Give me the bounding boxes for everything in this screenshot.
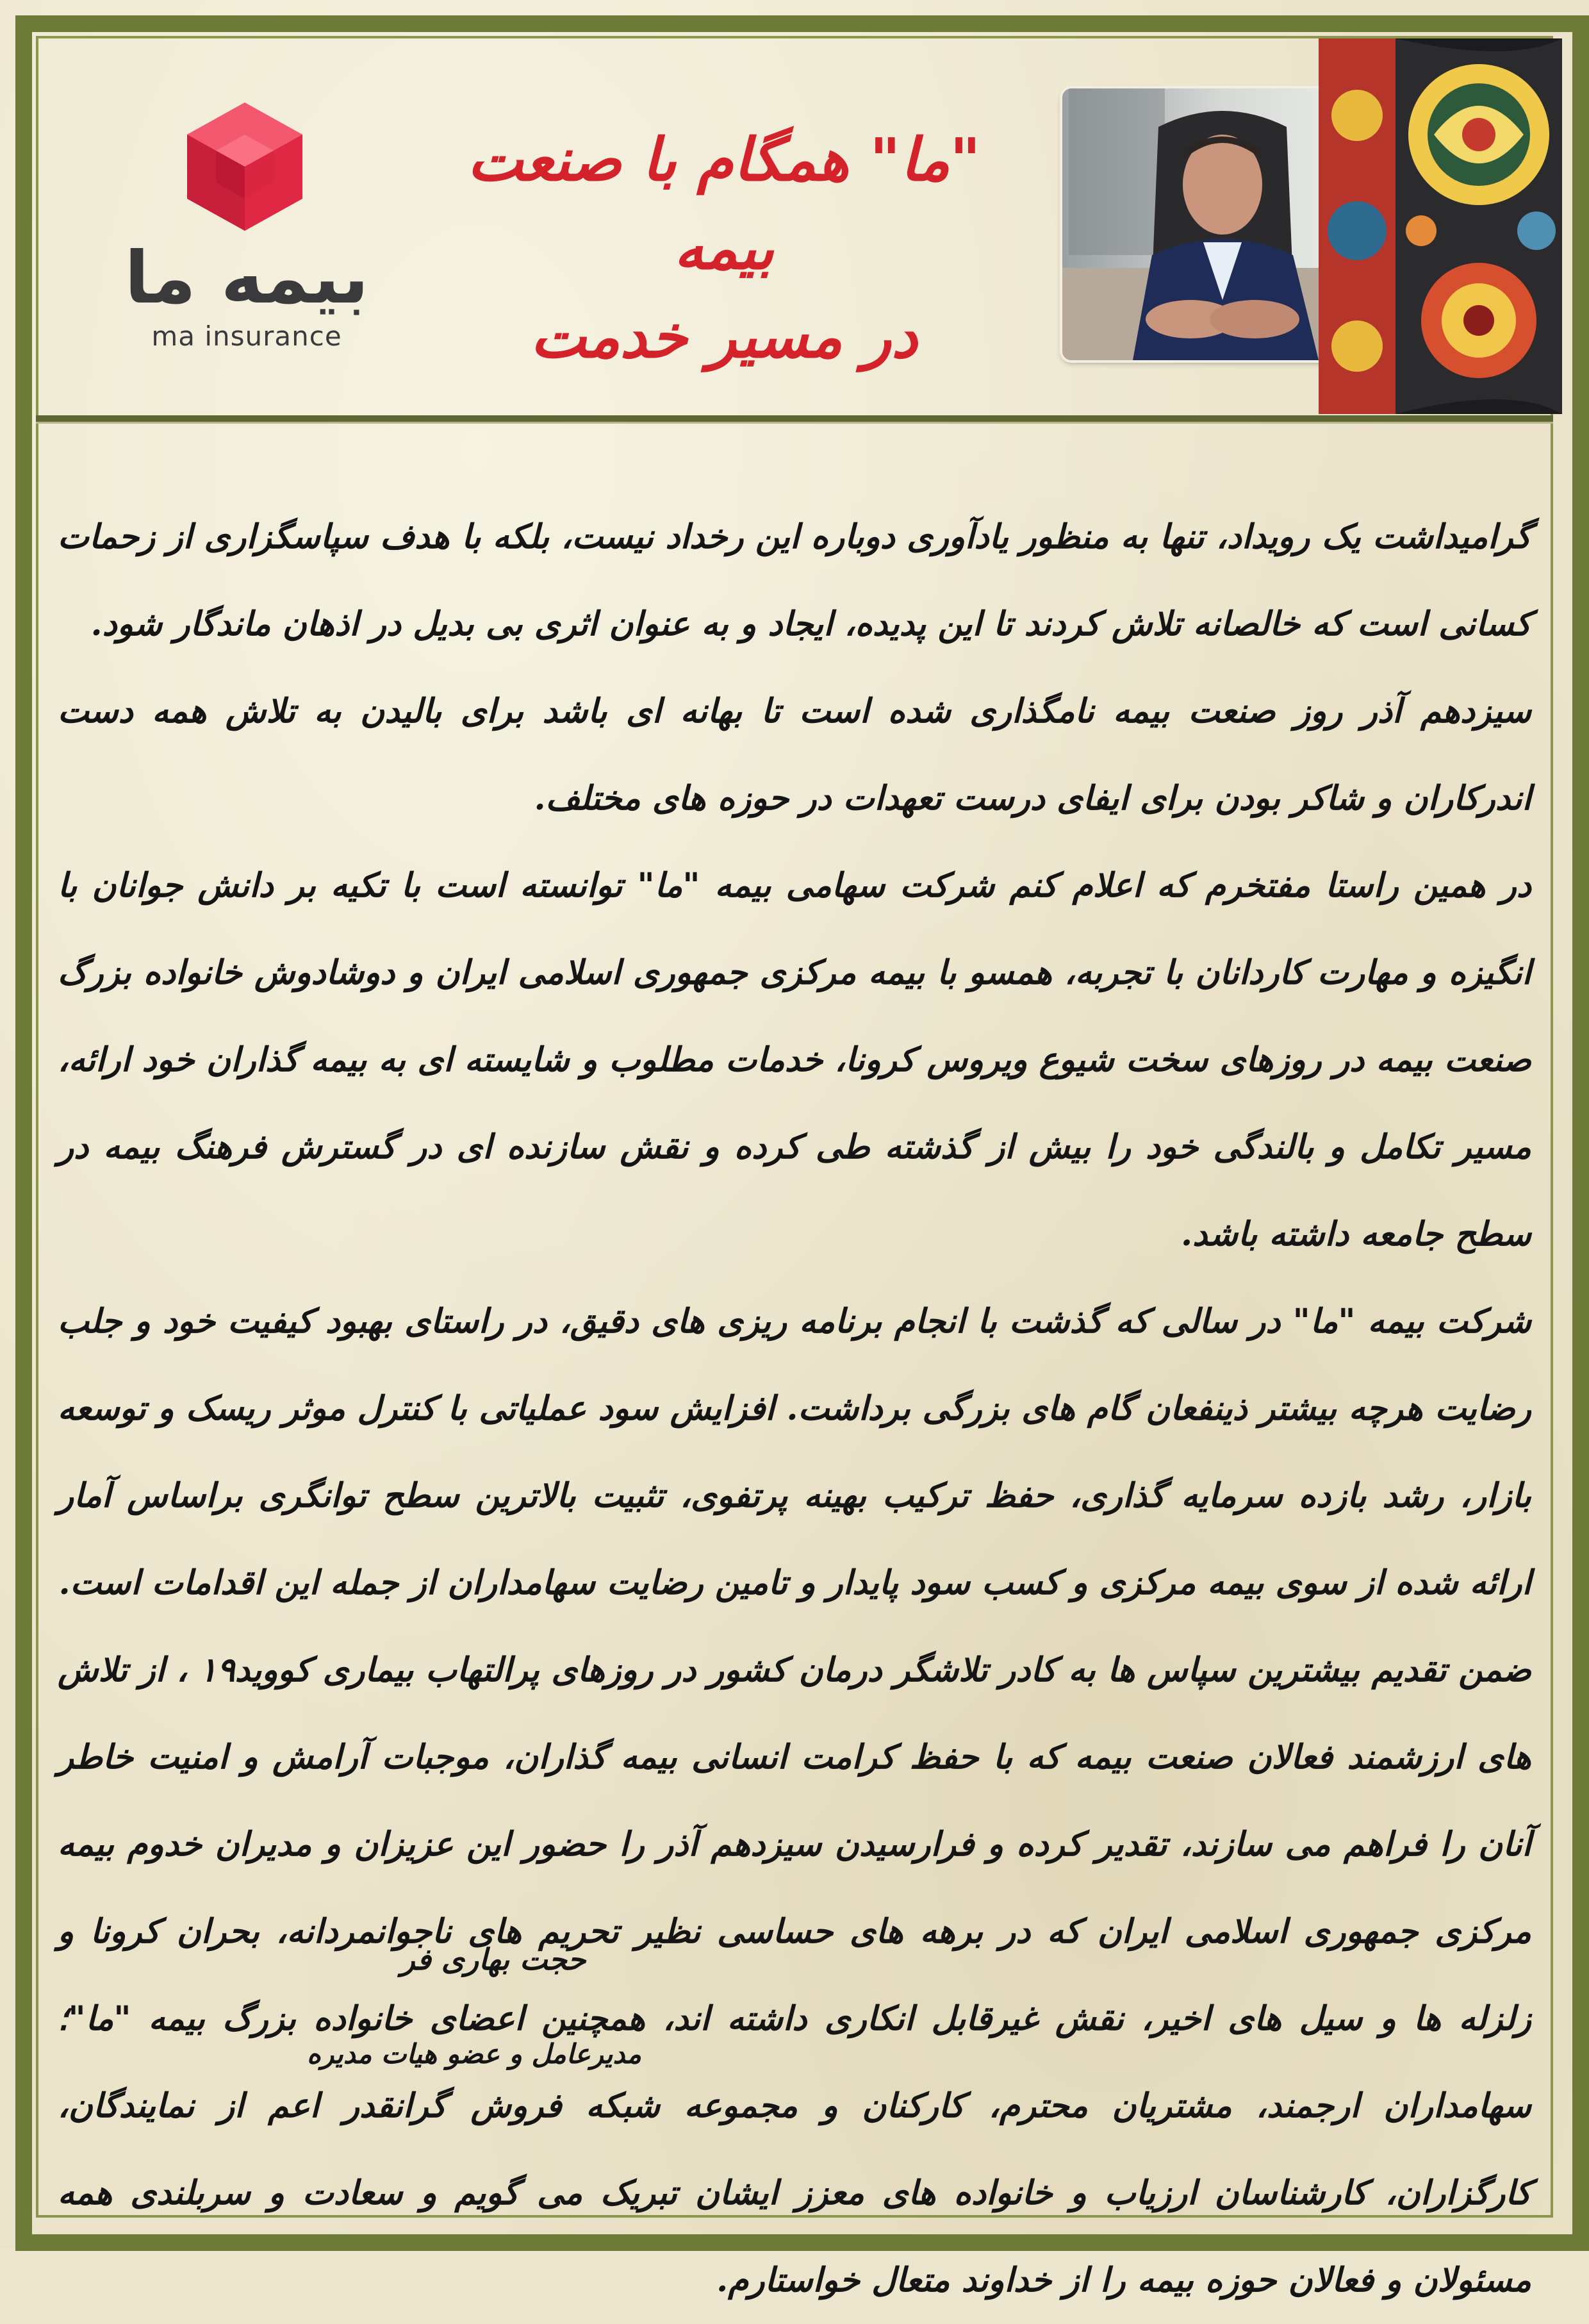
persian-ornament-border [1319, 38, 1562, 414]
letter-paragraph-4: شرکت بیمه "ما" در سالی که گذشت با انجام برنامه ریزی های دقیق، در راستای بهبود کیفیت خود و جلب رضایت هرچه بیشتر ذینفعان گام های بزرگی برداشت. افزایش سود عملیاتی با کنترل موثر ریسک و توسعه بازار، رشد بازده سرمایه گذاری، حفظ ترکیب بهینه پرتفوی، تثبیت بالاترین سطح توانگری براساس آمار ارائه شده از سوی بیمه مرکزی و کسب سود پایدار و تامین رضایت سهامداران از جمله این اقدامات است. [58, 1302, 1531, 1602]
header-divider [36, 415, 1553, 424]
letter-paragraph-2: سیزدهم آذر روز صنعت بیمه نامگذاری شده است تا بهانه ای باشد برای بالیدن به تلاش همه دست اندرکاران و شاکر بودن برای ایفای درست تعهدات در حوزه های مختلف. [58, 692, 1531, 818]
title-line-2: در مسیر خدمت [530, 302, 918, 371]
signatory-name: حجت بهاری فر [400, 1942, 586, 1977]
letter-paragraph-3: در همین راستا مفتخرم که اعلام کنم شرکت سهامی بیمه "ما" توانسته است با تکیه بر دانش جوانان با انگیزه و مهارت کاردانان با تجربه، همسو با بیمه مرکزی جمهوری اسلامی ایران و دوشادوش خانواده بزرگ صنعت بیمه در روزهای سخت شیوع ویروس کرونا، خدمات مطلوب و شایسته ای به بیمه گذاران خود ارائه، مسیر تکامل و بالندگی خود را بیش از گذشته طی کرده و نقش سازنده ای در گسترش فرهنگ بیمه در سطح جامعه داشته باشد. [58, 866, 1531, 1254]
logo-wordmark-fa: بیمه ما [124, 237, 369, 320]
page-title [461, 115, 987, 381]
logo-cube-icon [187, 103, 302, 231]
letter-paragraph-5: ضمن تقدیم بیشترین سپاس ها به کادر تلاشگر درمان کشور در روزهای پرالتهاب بیماری کووید۱۹ ، از تلاش های ارزشمند فعالان صنعت بیمه که با حفظ کرامت انسانی بیمه گذاران، موجبات آرامش و امنیت خاطر آنان را فراهم می سازند، تقدیر کرده و فرارسیدن سیزدهم آذر را حضور این عزیزان و مدیران خدوم بیمه مرکزی جمهوری اسلامی ایران که در برهه های حساسی نظیر تحریم های ناجوانمردانه، بحران کرونا و زلزله ها و سیل های اخیر، نقش غیرقابل انکاری داشته اند، همچنین اعضای خانواده بزرگ بیمه "ما"؛ سهامداران ارجمند، مشتریان محترم، کارکنان و مجموعه شبکه فروش گرانقدر اعم از نمایندگان، کارگزاران، کارشناسان ارزیاب و خانواده های معزز ایشان تبریک می گویم و سعادت و سربلندی همه مسئولان و فعالان حوزه بیمه را از خداوند متعال خواستارم. [58, 1650, 1531, 2300]
title-line-1: "ما" همگام با صنعت بیمه [467, 125, 981, 283]
letter-paragraph-1: گرامیداشت یک رویداد، تنها به منظور یادآوری دوباره این رخداد نیست، بلکه با هدف سپاسگزاری از زحمات کسانی است که خالصانه تلاش کردند تا این پدیده، ایجاد و به عنوان اثری بی بدیل در اذهان ماندگار شود. [58, 517, 1531, 643]
logo-wordmark-en: ma insurance [151, 320, 342, 352]
signatory-role: مدیرعامل و عضو هیات مدیره [306, 2038, 642, 2070]
